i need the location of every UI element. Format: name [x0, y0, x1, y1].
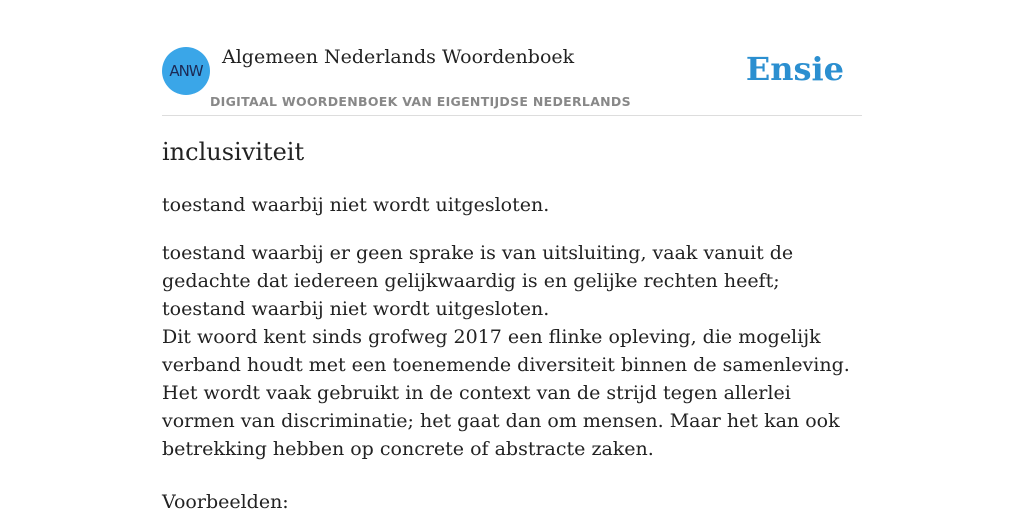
- anw-logo[interactable]: [162, 47, 210, 95]
- anw-logo-text: ANW: [169, 62, 203, 80]
- site-header: [162, 46, 862, 116]
- definition-paragraph: toestand waarbij er geen sprake is van uitsluiting, vaak vanuit de gedachte dat iedereen gelijkwaardig is en gelijke rechten heeft; toestand waarbij niet wordt uitgesloten.: [162, 242, 794, 320]
- dictionary-title[interactable]: Algemeen Nederlands Woordenboek: [222, 46, 575, 68]
- short-definition: toestand waarbij niet wordt uitgesloten.: [162, 194, 550, 216]
- ensie-brand-logo[interactable]: Ensie: [745, 50, 844, 88]
- long-definition: [162, 239, 862, 463]
- entry-word: inclusiviteit: [162, 138, 305, 166]
- explanation-paragraph: Dit woord kent sinds grofweg 2017 een flinke opleving, die mogelijk verband houdt met een toenemende diversiteit binnen de samenleving. Het wordt vaak gebruikt in de context van de strijd tegen allerlei vormen van discriminatie; het gaat dan om mensen. Maar het kan ook betrekking hebben op concrete of abstracte zaken.: [162, 326, 850, 460]
- dictionary-subtitle: DIGITAAL WOORDENBOEK VAN EIGENTIJDSE NEDERLANDS: [210, 94, 631, 109]
- examples-heading: Voorbeelden:: [162, 491, 289, 512]
